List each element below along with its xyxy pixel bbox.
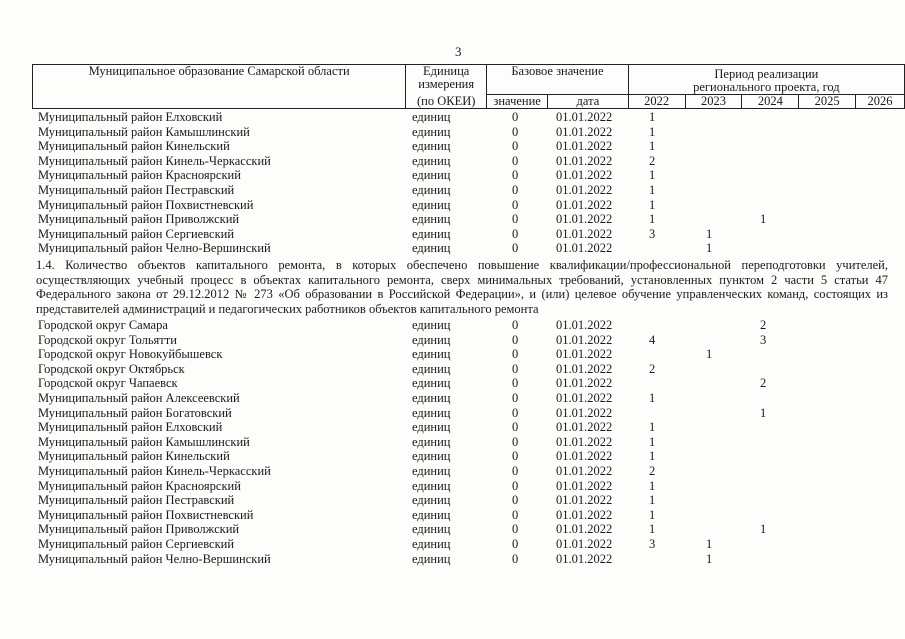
table-row <box>0 241 905 256</box>
row-2023: 1 <box>706 536 713 551</box>
header-base-value: Базовое значение <box>487 65 629 95</box>
header-col-date: дата <box>548 95 629 109</box>
row-unit: единиц <box>412 110 451 124</box>
header-year-2023: 2023 <box>685 95 742 109</box>
row-name: Муниципальный район Сергиевский <box>38 226 235 241</box>
table-row <box>0 125 905 140</box>
row-2022: 1 <box>649 522 656 537</box>
row-unit: единиц <box>412 434 451 449</box>
table-row <box>0 464 905 479</box>
row-2022: 1 <box>649 168 656 183</box>
row-date: 01.01.2022 <box>556 551 613 566</box>
row-2022: 1 <box>649 139 656 154</box>
row-date: 01.01.2022 <box>556 168 613 183</box>
row-unit: единиц <box>412 318 451 332</box>
row-value: 0 <box>512 361 519 376</box>
row-date: 01.01.2022 <box>556 493 613 508</box>
row-value: 0 <box>512 507 519 522</box>
rows-bottom <box>0 318 905 566</box>
table-row <box>0 168 905 183</box>
row-2024: 2 <box>760 376 767 391</box>
row-date: 01.01.2022 <box>556 318 613 332</box>
row-unit: единиц <box>412 420 451 435</box>
table-row <box>0 435 905 450</box>
row-value: 0 <box>512 420 519 435</box>
table-row <box>0 333 905 348</box>
table-row <box>0 110 905 125</box>
row-name: Городской округ Самара <box>38 318 168 332</box>
row-unit: единиц <box>412 390 451 405</box>
row-2022: 2 <box>649 361 656 376</box>
row-date: 01.01.2022 <box>556 405 613 420</box>
row-unit: единиц <box>412 197 451 212</box>
row-date: 01.01.2022 <box>556 197 613 212</box>
row-2022: 1 <box>649 110 656 124</box>
row-2022: 1 <box>649 434 656 449</box>
row-name: Муниципальный район Богатовский <box>38 405 232 420</box>
table-row <box>0 154 905 169</box>
row-name: Муниципальный район Камышлинский <box>38 124 250 139</box>
table-row <box>0 537 905 552</box>
row-2023: 1 <box>706 551 713 566</box>
row-name: Муниципальный район Челно-Вершинский <box>38 551 271 566</box>
row-value: 0 <box>512 347 519 362</box>
table-row <box>0 318 905 333</box>
row-unit: единиц <box>412 226 451 241</box>
row-2022: 1 <box>649 478 656 493</box>
row-2022: 2 <box>649 153 656 168</box>
row-2024: 2 <box>760 318 767 332</box>
header-unit-line3: (по ОКЕИ) <box>406 95 487 109</box>
row-2023: 1 <box>706 241 713 256</box>
section-1-4-text: 1.4. Количество объектов капитального ремонта, в которых обеспечено повышение квалификации/профессиональной переподготовки учителей, осуществляющих учебный процесс в объектах капитального ремонта, сверх минимальных требований, установленных пунктом 2 части 5 статьи 47 Федерального закона от 29.12.2012 № 273 «Об образовании в Российской Федерации», и (или) целевое обучение управленческих команд, состоящих из представителей администраций и педагогических работников объектов капитального ремонта <box>36 258 888 316</box>
row-2022: 1 <box>649 420 656 435</box>
header-period-line1: Период реализации <box>628 65 904 82</box>
row-value: 0 <box>512 318 519 332</box>
row-2022: 1 <box>649 212 656 227</box>
row-unit: единиц <box>412 405 451 420</box>
row-name: Муниципальный район Кинельский <box>38 139 230 154</box>
header-year-2022: 2022 <box>628 95 685 109</box>
row-name: Муниципальный район Пестравский <box>38 493 235 508</box>
row-date: 01.01.2022 <box>556 241 613 256</box>
row-value: 0 <box>512 332 519 347</box>
row-unit: единиц <box>412 347 451 362</box>
row-value: 0 <box>512 449 519 464</box>
row-2024: 1 <box>760 405 767 420</box>
row-unit: единиц <box>412 478 451 493</box>
row-value: 0 <box>512 376 519 391</box>
row-2023: 1 <box>706 226 713 241</box>
row-unit: единиц <box>412 153 451 168</box>
row-value: 0 <box>512 405 519 420</box>
row-date: 01.01.2022 <box>556 124 613 139</box>
row-name: Городской округ Новокуйбышевск <box>38 347 223 362</box>
row-2024: 1 <box>760 522 767 537</box>
row-unit: единиц <box>412 463 451 478</box>
table-row <box>0 376 905 391</box>
row-name: Муниципальный район Елховский <box>38 110 223 124</box>
row-value: 0 <box>512 153 519 168</box>
row-date: 01.01.2022 <box>556 110 613 124</box>
row-2022: 3 <box>649 536 656 551</box>
table-row <box>0 139 905 154</box>
row-value: 0 <box>512 226 519 241</box>
row-2022: 1 <box>649 507 656 522</box>
row-value: 0 <box>512 390 519 405</box>
row-date: 01.01.2022 <box>556 182 613 197</box>
row-name: Городской округ Октябрьск <box>38 361 185 376</box>
row-unit: единиц <box>412 551 451 566</box>
table-row <box>0 522 905 537</box>
row-unit: единиц <box>412 507 451 522</box>
row-name: Муниципальный район Елховский <box>38 420 223 435</box>
row-date: 01.01.2022 <box>556 463 613 478</box>
header-unit <box>406 65 487 95</box>
row-date: 01.01.2022 <box>556 361 613 376</box>
row-date: 01.01.2022 <box>556 434 613 449</box>
table-row <box>0 493 905 508</box>
row-unit: единиц <box>412 212 451 227</box>
row-name: Городской округ Чапаевск <box>38 376 178 391</box>
row-2022: 1 <box>649 182 656 197</box>
row-unit: единиц <box>412 241 451 256</box>
row-date: 01.01.2022 <box>556 226 613 241</box>
row-unit: единиц <box>412 493 451 508</box>
table-row <box>0 479 905 494</box>
header-period-line2: регионального проекта, год <box>628 81 904 95</box>
table-row <box>0 449 905 464</box>
page-number: 3 <box>455 44 462 59</box>
row-value: 0 <box>512 182 519 197</box>
row-value: 0 <box>512 241 519 256</box>
row-date: 01.01.2022 <box>556 332 613 347</box>
row-2022: 4 <box>649 332 656 347</box>
row-name: Муниципальный район Камышлинский <box>38 434 250 449</box>
row-name: Муниципальный район Кинель-Черкасский <box>38 463 271 478</box>
header-year-2025: 2025 <box>799 95 856 109</box>
row-name: Муниципальный район Алексеевский <box>38 390 240 405</box>
row-unit: единиц <box>412 361 451 376</box>
row-date: 01.01.2022 <box>556 507 613 522</box>
row-2024: 3 <box>760 332 767 347</box>
row-2022: 3 <box>649 226 656 241</box>
row-2022: 1 <box>649 493 656 508</box>
row-unit: единиц <box>412 139 451 154</box>
header-unit-line2: измерения <box>418 77 475 91</box>
header-unit-line1: Единица <box>423 64 470 78</box>
table-row <box>0 212 905 227</box>
row-unit: единиц <box>412 376 451 391</box>
row-2022: 1 <box>649 124 656 139</box>
table-row <box>0 552 905 567</box>
row-name: Муниципальный район Похвистневский <box>38 197 254 212</box>
row-date: 01.01.2022 <box>556 536 613 551</box>
row-unit: единиц <box>412 168 451 183</box>
table-row <box>0 362 905 377</box>
row-2022: 1 <box>649 449 656 464</box>
row-unit: единиц <box>412 332 451 347</box>
row-name: Муниципальный район Похвистневский <box>38 507 254 522</box>
header-municipality: Муниципальное образование Самарской области <box>33 65 406 109</box>
row-2022: 2 <box>649 463 656 478</box>
row-unit: единиц <box>412 124 451 139</box>
row-date: 01.01.2022 <box>556 449 613 464</box>
row-date: 01.01.2022 <box>556 376 613 391</box>
table-row <box>0 420 905 435</box>
row-date: 01.01.2022 <box>556 390 613 405</box>
row-value: 0 <box>512 551 519 566</box>
row-2022: 1 <box>649 390 656 405</box>
table-row <box>0 391 905 406</box>
header-year-2026: 2026 <box>856 95 905 109</box>
table-row <box>0 347 905 362</box>
table-row <box>0 198 905 213</box>
row-date: 01.01.2022 <box>556 522 613 537</box>
rows-top <box>0 110 905 256</box>
row-2024: 1 <box>760 212 767 227</box>
row-value: 0 <box>512 478 519 493</box>
row-2023: 1 <box>706 347 713 362</box>
row-value: 0 <box>512 139 519 154</box>
row-name: Муниципальный район Красноярский <box>38 168 241 183</box>
row-date: 01.01.2022 <box>556 478 613 493</box>
row-name: Муниципальный район Пестравский <box>38 182 235 197</box>
row-name: Муниципальный район Приволжский <box>38 212 240 227</box>
header-col-value: значение <box>487 95 548 109</box>
row-value: 0 <box>512 110 519 124</box>
table-row <box>0 227 905 242</box>
table-header <box>32 64 905 109</box>
row-value: 0 <box>512 434 519 449</box>
row-date: 01.01.2022 <box>556 139 613 154</box>
table-row <box>0 508 905 523</box>
row-name: Муниципальный район Кинельский <box>38 449 230 464</box>
row-unit: единиц <box>412 536 451 551</box>
row-name: Муниципальный район Сергиевский <box>38 536 235 551</box>
row-date: 01.01.2022 <box>556 420 613 435</box>
row-value: 0 <box>512 522 519 537</box>
row-unit: единиц <box>412 522 451 537</box>
row-value: 0 <box>512 463 519 478</box>
row-date: 01.01.2022 <box>556 153 613 168</box>
row-value: 0 <box>512 197 519 212</box>
row-unit: единиц <box>412 449 451 464</box>
row-name: Муниципальный район Приволжский <box>38 522 240 537</box>
row-value: 0 <box>512 212 519 227</box>
header-year-2024: 2024 <box>742 95 799 109</box>
row-value: 0 <box>512 168 519 183</box>
row-name: Муниципальный район Красноярский <box>38 478 241 493</box>
row-name: Городской округ Тольятти <box>38 332 177 347</box>
row-date: 01.01.2022 <box>556 347 613 362</box>
table-row <box>0 183 905 198</box>
row-name: Муниципальный район Кинель-Черкасский <box>38 153 271 168</box>
row-value: 0 <box>512 536 519 551</box>
row-unit: единиц <box>412 182 451 197</box>
row-value: 0 <box>512 124 519 139</box>
row-2022: 1 <box>649 197 656 212</box>
row-value: 0 <box>512 493 519 508</box>
row-date: 01.01.2022 <box>556 212 613 227</box>
row-name: Муниципальный район Челно-Вершинский <box>38 241 271 256</box>
table-row <box>0 406 905 421</box>
